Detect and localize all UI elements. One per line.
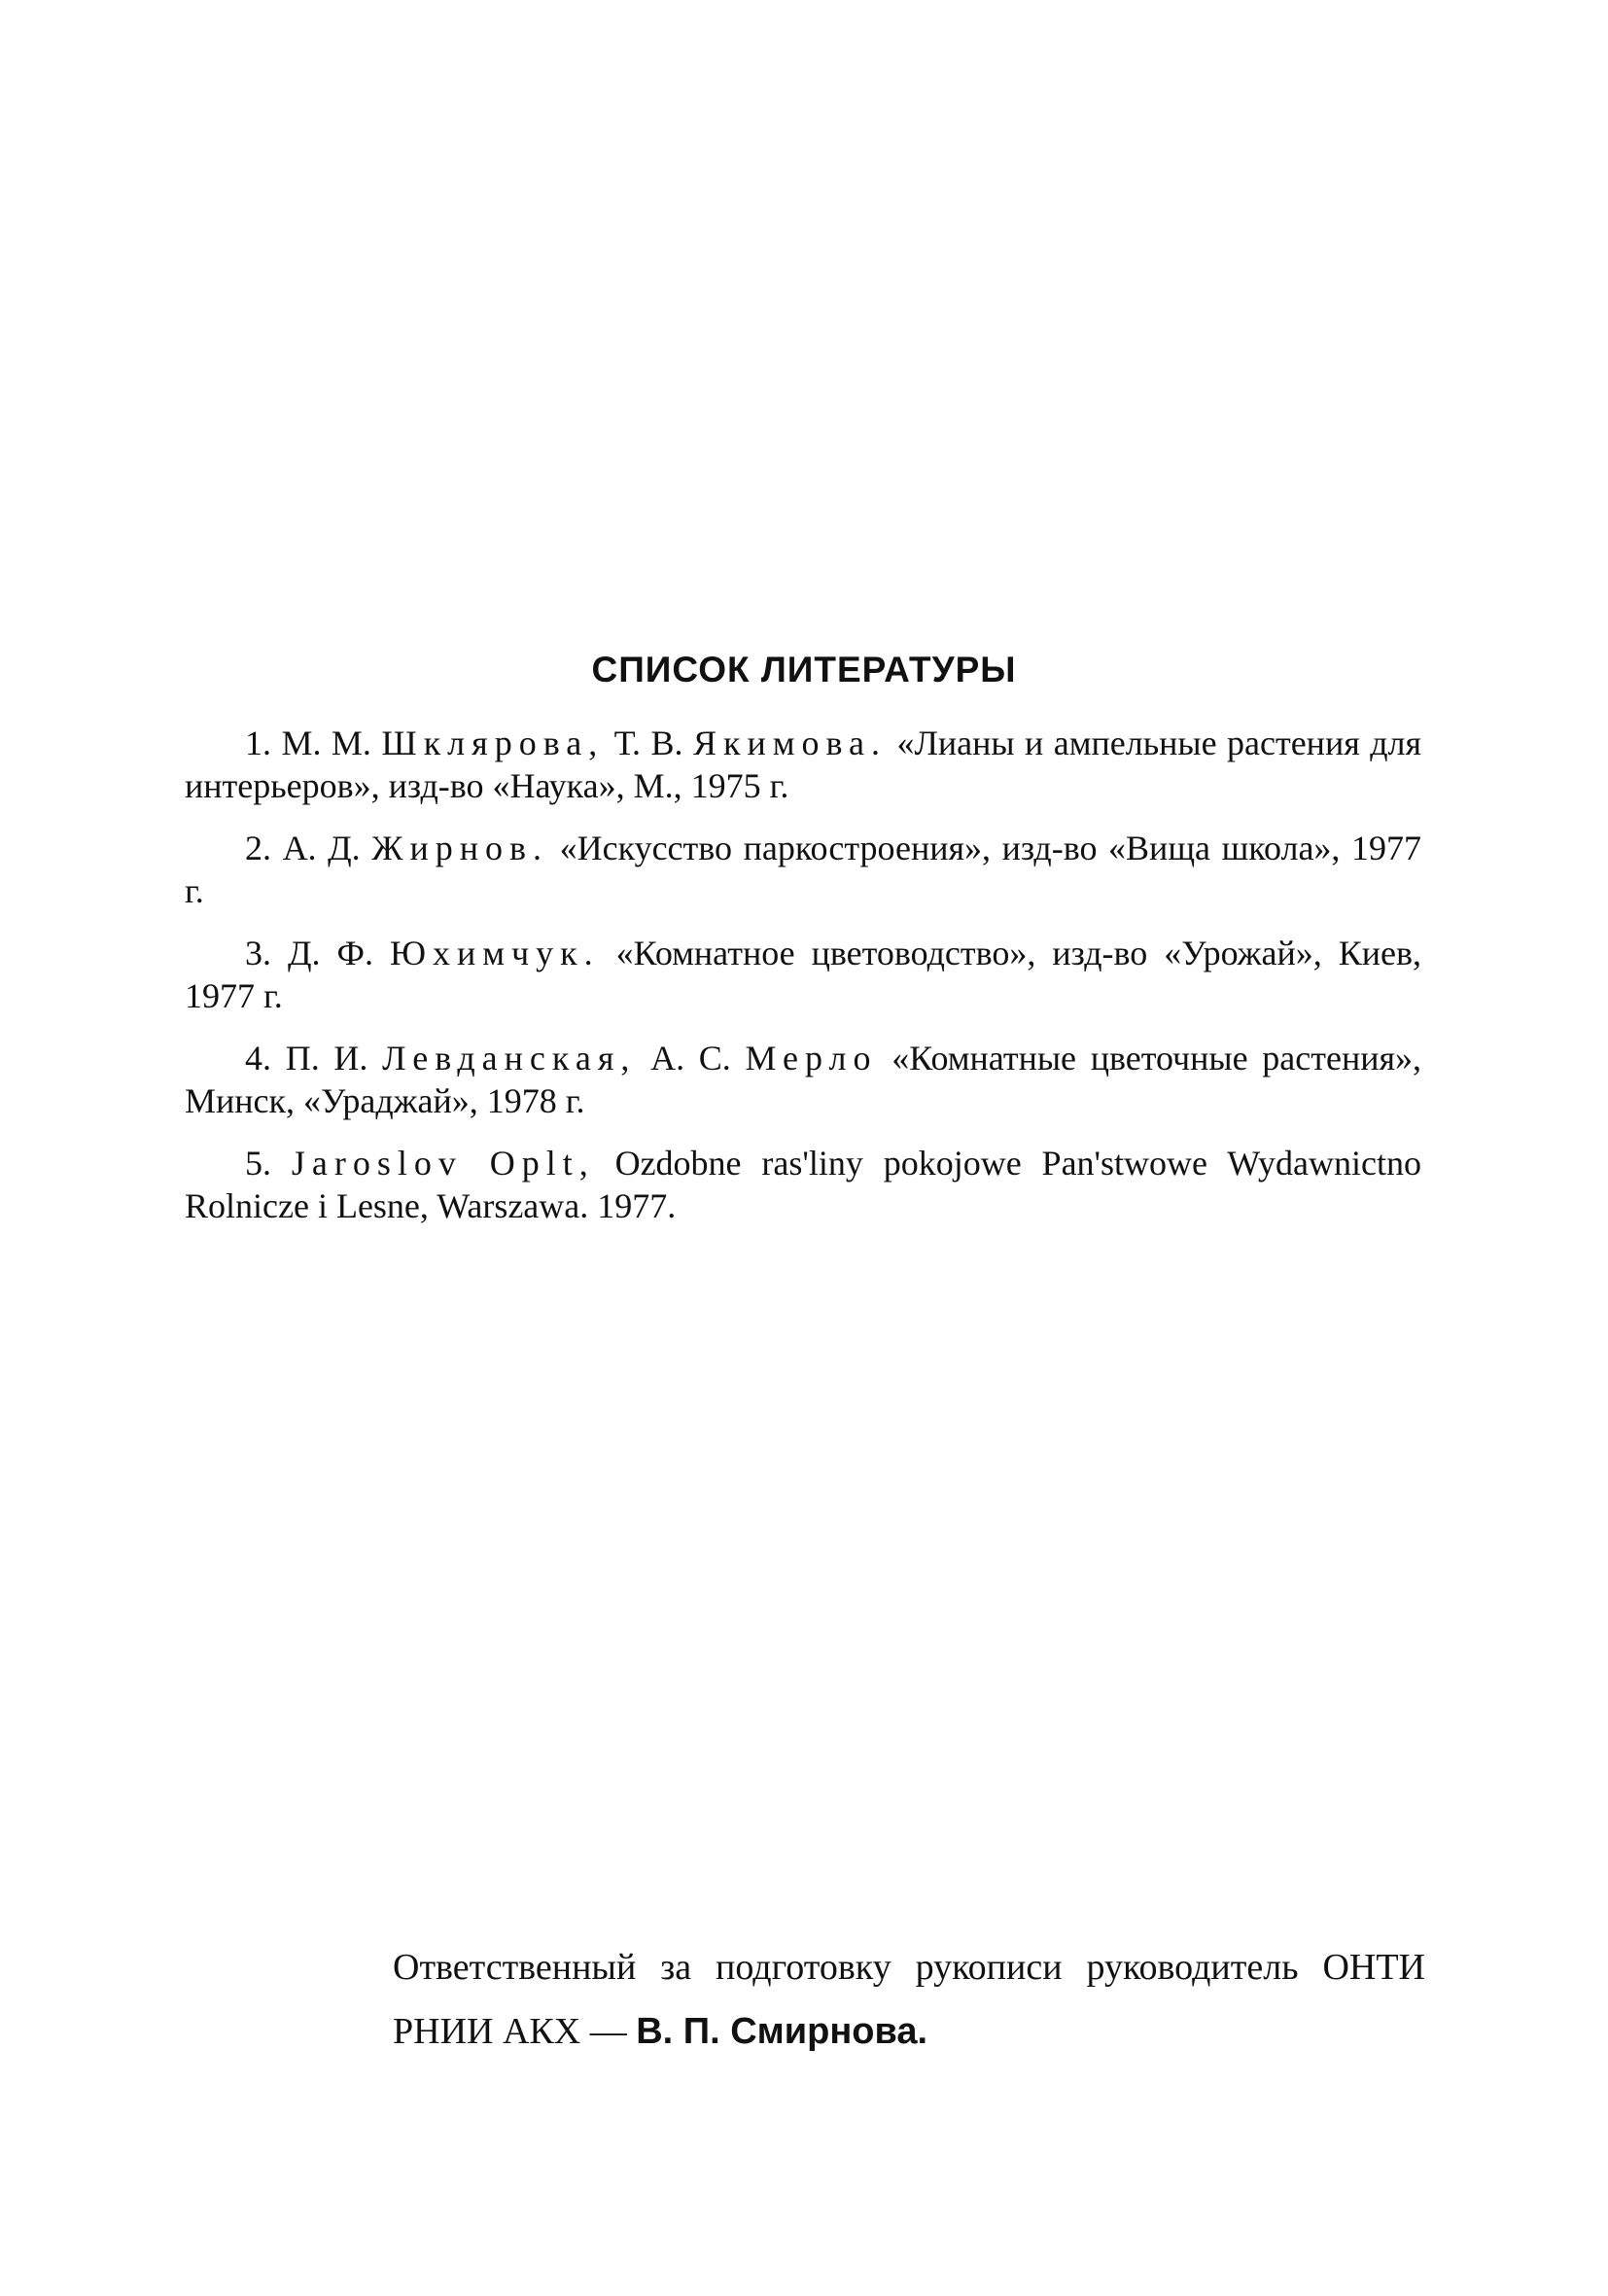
- reference-author: Левданская,: [382, 1039, 637, 1077]
- reference-list: [185, 722, 1421, 1247]
- reference-details: Ozdobne ras'liny pokojowe Pan'stwowe Wydawnictno Rolnicze i Lesne, Warszawa. 1977.: [185, 1144, 1422, 1225]
- reference-number: 1.: [245, 724, 271, 762]
- reference-author: Шклярова,: [381, 724, 605, 762]
- footer-responsible-name: В. П. Смирнова.: [636, 2011, 928, 2052]
- reference-item: [185, 1142, 1421, 1227]
- reference-author-2: Якимова.: [692, 724, 888, 762]
- reference-number: 4.: [245, 1039, 271, 1077]
- reference-author: Жирнов.: [371, 829, 549, 867]
- reference-item: [185, 1037, 1421, 1122]
- reference-item: [185, 932, 1421, 1017]
- footer-line-2: [393, 1999, 1425, 2064]
- reference-initials: А. Д.: [282, 829, 361, 867]
- bibliography-heading: СПИСОК ЛИТЕРАТУРЫ: [591, 650, 1017, 689]
- reference-number: 3.: [245, 934, 271, 972]
- reference-author-2: Мерло: [745, 1039, 878, 1077]
- footer-line-1: Ответственный за подготовку рукописи руководитель ОНТИ: [393, 1947, 1425, 1988]
- reference-number: 2.: [245, 829, 271, 867]
- reference-initials: П. И.: [285, 1039, 368, 1077]
- reference-item: [185, 827, 1421, 912]
- reference-item: [185, 722, 1421, 807]
- reference-author: Юхимчук.: [389, 934, 600, 972]
- footer-organization: РНИИ АКХ —: [393, 2011, 627, 2052]
- reference-initials: Д. Ф.: [287, 934, 373, 972]
- reference-author: Jaroslov Oplt,: [291, 1144, 595, 1183]
- reference-number: 5.: [245, 1144, 271, 1183]
- reference-details: «Комнатные цветочные растения», Минск, «Ураджай», 1978 г.: [185, 1039, 1422, 1120]
- reference-initials-2: Т. В.: [613, 724, 683, 762]
- reference-initials: М. М.: [281, 724, 371, 762]
- responsible-person-note: [393, 1935, 1425, 2064]
- reference-details: «Комнатное цветоводство», изд-во «Урожай», Киев, 1977 г.: [185, 934, 1422, 1015]
- reference-details: «Искусство паркостроения», изд-во «Вища школа», 1977 г.: [185, 829, 1421, 910]
- reference-details: «Лианы и ампельные растения для интерьеров», изд-во «Наука», М., 1975 г.: [185, 724, 1422, 805]
- reference-initials-2: А. С.: [650, 1039, 731, 1077]
